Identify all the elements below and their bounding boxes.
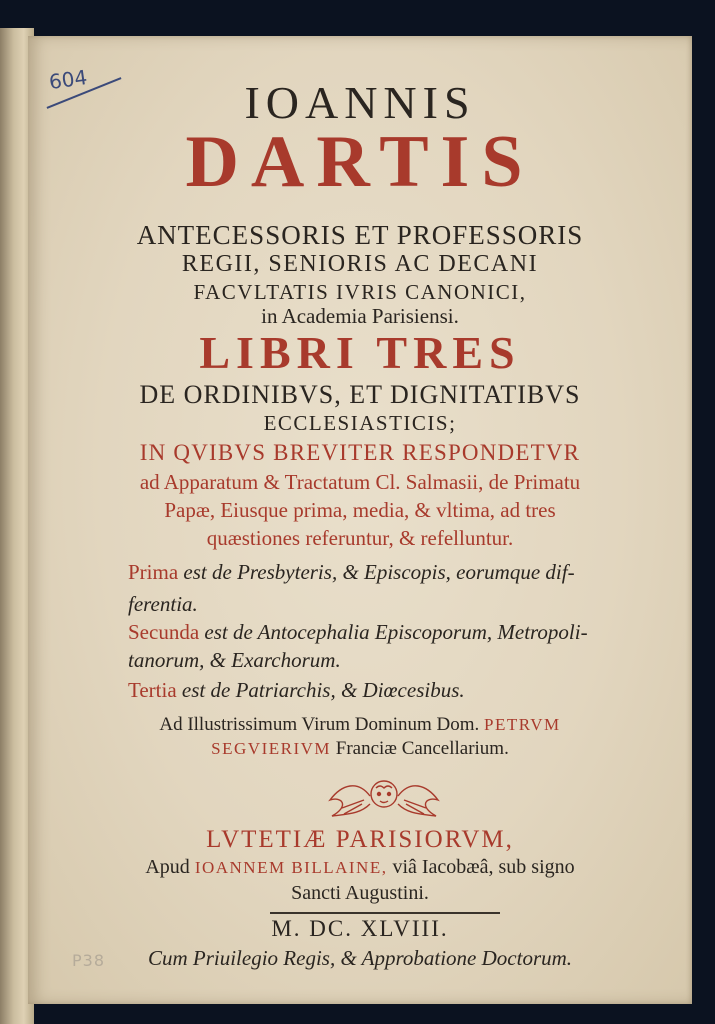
dedication-line-2 — [28, 738, 692, 760]
question-3 — [128, 678, 465, 703]
imprint-printer: IOANNEM BILLAINE, — [194, 858, 388, 877]
author-last-name: DARTIS — [185, 121, 535, 203]
imprint-date: M. DC. XLVIII. — [271, 916, 449, 941]
description-line-3: Papæ, Eiusque prima, media, & vltima, ad tres — [164, 498, 556, 522]
work-title: LIBRI TRES — [199, 327, 521, 378]
question-3-lead: Tertia — [128, 678, 177, 702]
imprint-place: LVTETIÆ PARISIORVM, — [206, 826, 514, 853]
title-line-3: FACVLTATIS IVRIS CANONICI, — [193, 280, 527, 304]
description-line-1: IN QVIBVS BREVITER RESPONDETVR — [139, 440, 581, 465]
handwritten-annotation: 604 — [47, 65, 89, 95]
title-line-4: in Academia Parisiensi. — [261, 304, 459, 328]
shelfmark-stamp: P38 — [72, 951, 106, 970]
dedication-text-2: Franciæ Cancellarium. — [335, 738, 509, 759]
title-line-2: REGII, SENIORIS AC DECANI — [181, 251, 539, 277]
title-line-1: ANTECESSORIS ET PROFESSORIS — [136, 220, 584, 250]
question-2-continuation: tanorum, & Exarchorum. — [128, 648, 341, 672]
subtitle-line-1: DE ORDINIBVS, ET DIGNITATIBVS — [139, 380, 581, 409]
dedication-line-1 — [28, 714, 692, 736]
subtitle-line-2: ECCLESIASTICIS; — [263, 411, 457, 435]
question-3-text: est de Patriarchis, & Diœcesibus. — [181, 678, 465, 702]
author-first-name: IOANNIS — [244, 77, 476, 128]
imprint-printer-line — [28, 856, 692, 879]
question-1 — [128, 560, 575, 585]
question-2 — [128, 620, 588, 645]
winged-cherub-ornament — [324, 770, 444, 824]
description-line-2: ad Apparatum & Tractatum Cl. Salmasii, de Primatu — [139, 470, 581, 494]
dedication-text-1: Ad Illustrissimum Virum Dominum Dom. — [159, 714, 480, 735]
imprint-address-2: Sancti Augustini. — [291, 882, 429, 904]
question-1-text: est de Presbyteris, & Episcopis, eorumque dif- — [183, 560, 575, 584]
question-1-continuation: ferentia. — [128, 592, 198, 616]
question-2-lead: Secunda — [128, 620, 200, 644]
question-2-text: est de Antocephalia Episcoporum, Metropoli- — [204, 620, 588, 644]
question-1-lead: Prima — [128, 560, 179, 584]
dedicatee-first-name: PETRVM — [484, 715, 561, 734]
dedicatee-last-name: SEGVIERIVM — [211, 739, 332, 758]
imprint-apud: Apud — [145, 856, 190, 878]
privilege-line: Cum Priuilegio Regis, & Approbatione Doctorum. — [147, 946, 573, 970]
imprint-rule — [270, 912, 500, 914]
imprint-address-1: viâ Iacobæâ, sub signo — [392, 856, 575, 878]
title-page — [28, 36, 692, 1004]
description-line-4: quæstiones referuntur, & refelluntur. — [206, 526, 514, 550]
